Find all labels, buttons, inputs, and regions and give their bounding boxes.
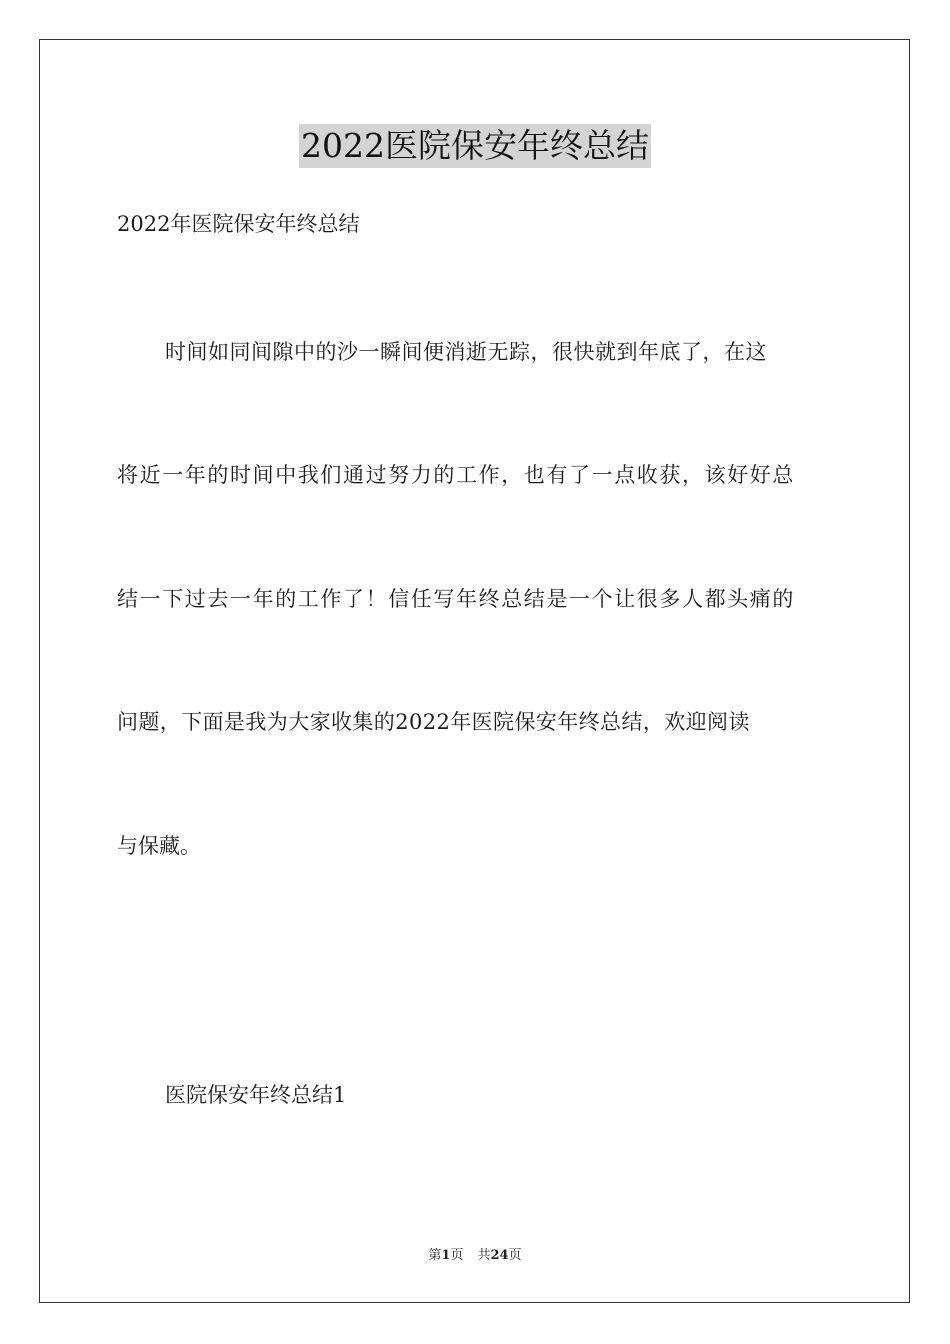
section-heading: 医院保安年终总结1 bbox=[165, 1083, 347, 1107]
intro-line-1: 时间如同间隙中的沙一瞬间便消逝无踪，很快就到年底了，在这 bbox=[165, 340, 767, 364]
document-subtitle: 2022年医院保安年终总结 bbox=[117, 212, 360, 236]
total-prefix: 共 bbox=[477, 1248, 491, 1263]
title-container bbox=[0, 124, 950, 168]
total-pages: 24 bbox=[490, 1248, 509, 1263]
page-footer bbox=[0, 1246, 950, 1266]
total-suffix: 页 bbox=[508, 1248, 522, 1263]
page-suffix: 页 bbox=[450, 1248, 464, 1263]
intro-line-5: 与保藏。 bbox=[117, 834, 201, 858]
page-prefix: 第 bbox=[428, 1248, 442, 1263]
page-number: 1 bbox=[441, 1248, 451, 1263]
intro-line-2: 将近一年的时间中我们通过努力的工作，也有了一点收获，该好好总 bbox=[117, 463, 795, 487]
document-title: 2022医院保安年终总结 bbox=[299, 124, 651, 168]
intro-line-3: 结一下过去一年的工作了！信任写年终总结是一个让很多人都头痛的 bbox=[117, 587, 795, 611]
intro-line-4: 问题，下面是我为大家收集的2022年医院保安年终总结，欢迎阅读 bbox=[117, 710, 750, 734]
